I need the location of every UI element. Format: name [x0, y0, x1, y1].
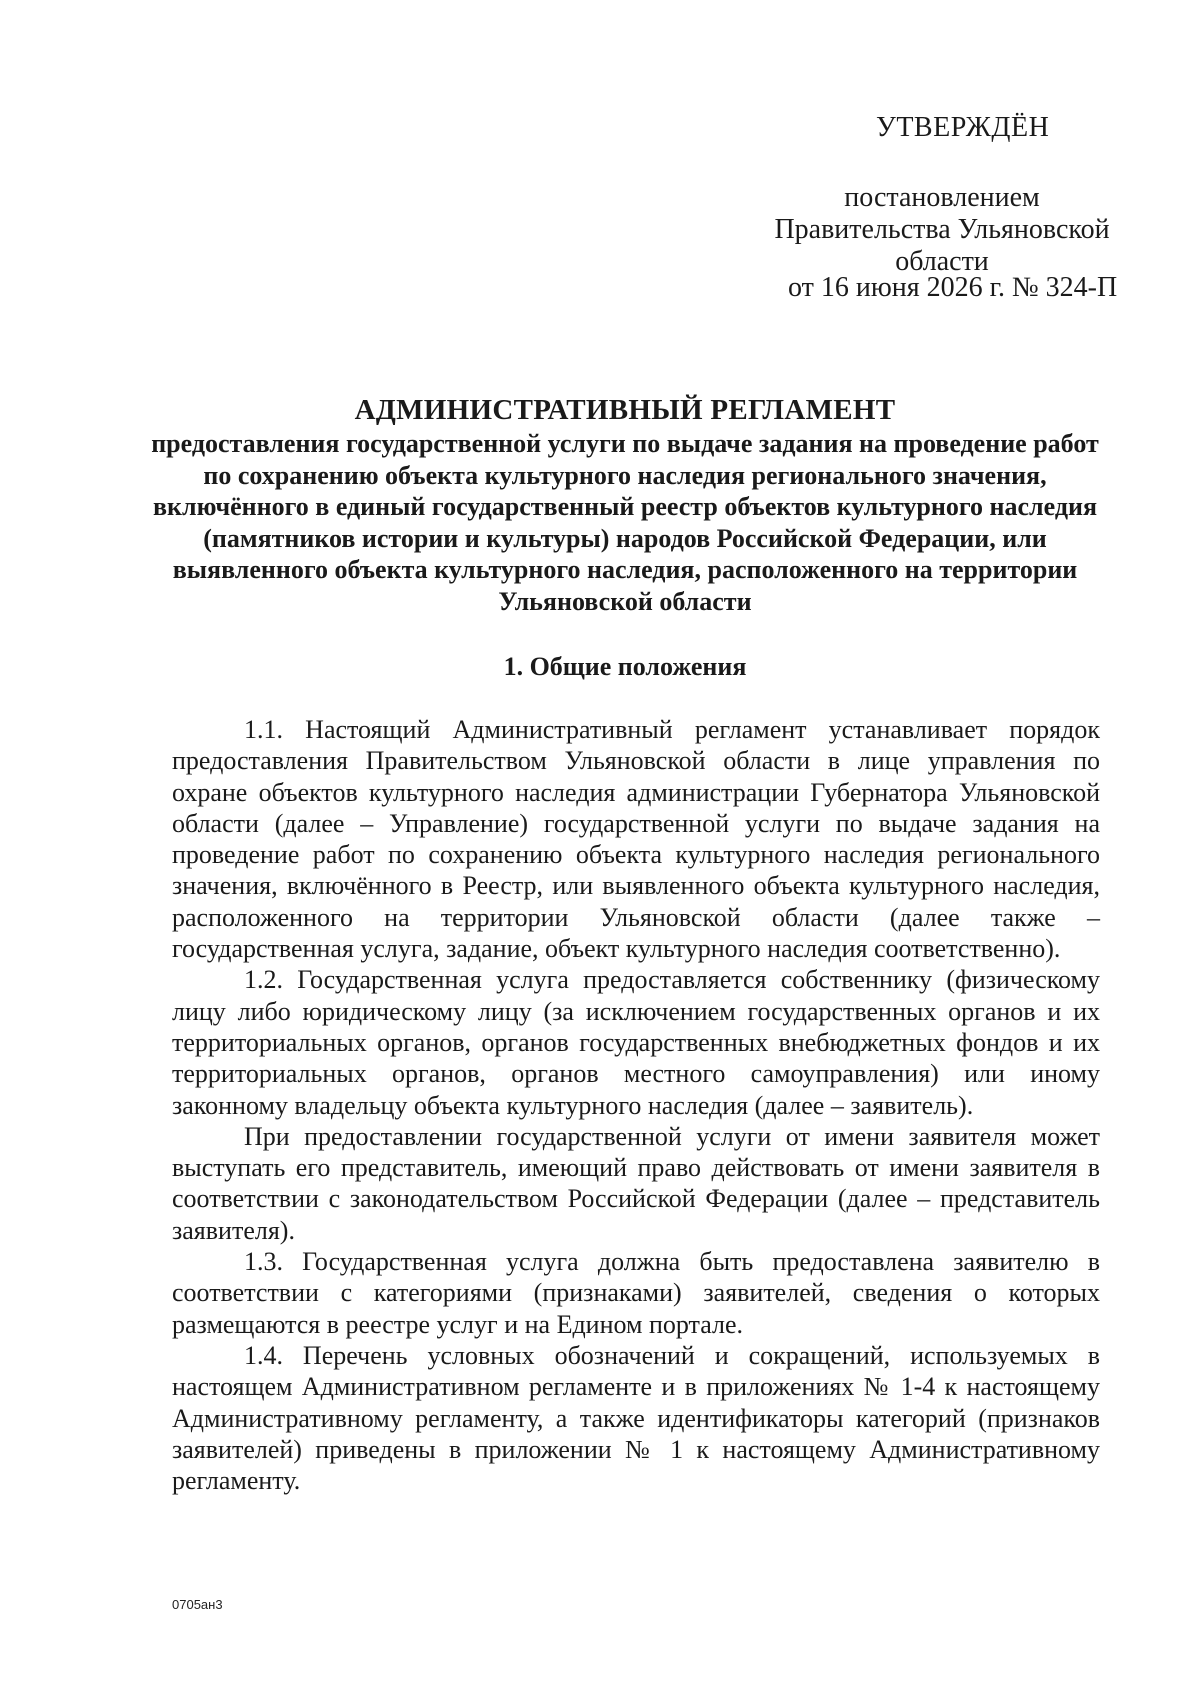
- paragraph-1-3: 1.3. Государственная услуга должна быть предоставлена заявителю в соответствии с категориями (признаками) заявителей, сведения о которых размещаются в реестре услуг и на Едином портале.: [172, 1247, 1100, 1339]
- paragraph-1-1: 1.1. Настоящий Административный регламент устанавливает порядок предоставления Правительством Ульяновской области в лице управления по охране объектов культурного наследия администрации Губернатора Ульяновской области (далее – Управление) государственной услуги по выдаче задания на проведение работ по сохранению объекта культурного наследия регионального значения, включённого в Реестр, или выявленного объекта культурного наследия, расположенного на территории Ульяновской области (далее также – государственная услуга, задание, объект культурного наследия соответственно).: [172, 715, 1100, 964]
- document-code: 0705ан3: [172, 1597, 223, 1612]
- document-subtitle: предоставления государственной услуги по выдаче задания на проведение работ по сохранению объекта культурного наследия регионального значения, включённого в единый государственный реестр объектов культурного наследия (памятников истории и культуры) народов Российской Федерации, или выявленного объекта культурного наследия, расположенного на территории Ульяновской области: [151, 429, 1099, 616]
- paragraph-1-2: 1.2. Государственная услуга предоставляется собственнику (физическому лицу либо юридическому лицу (за исключением государственных органов и их территориальных органов, органов государственных внебюджетных фондов и их территориальных органов, органов местного самоуправления) или иному законному владельцу объекта культурного наследия (далее – заявитель).: [172, 965, 1100, 1120]
- section-heading: 1. Общие положения: [503, 652, 747, 681]
- approval-date: от 16 июня 2026 г. № 324-П: [788, 272, 1118, 303]
- approval-label: УТВЕРЖДЁН: [876, 112, 1050, 143]
- document-title: АДМИНИСТРАТИВНЫЙ РЕГЛАМЕНТ: [354, 394, 896, 426]
- document-body: [172, 714, 1100, 1496]
- document-title-block: [150, 392, 1100, 617]
- approval-decree: постановлением Правительства Ульяновской области: [774, 182, 1110, 277]
- paragraph-representative: При предоставлении государственной услуги от имени заявителя может выступать его представитель, имеющий право действовать от имени заявителя в соответствии с законодательством Российской Федерации (далее – представитель заявителя).: [172, 1121, 1100, 1245]
- paragraph-1-4: 1.4. Перечень условных обозначений и сокращений, используемых в настоящем Административном регламенте и в приложениях № 1-4 к настоящему Административному регламенту, а также идентификаторы категорий (признаков заявителей) приведены в приложении № 1 к настоящему Административному регламенту.: [172, 1340, 1100, 1496]
